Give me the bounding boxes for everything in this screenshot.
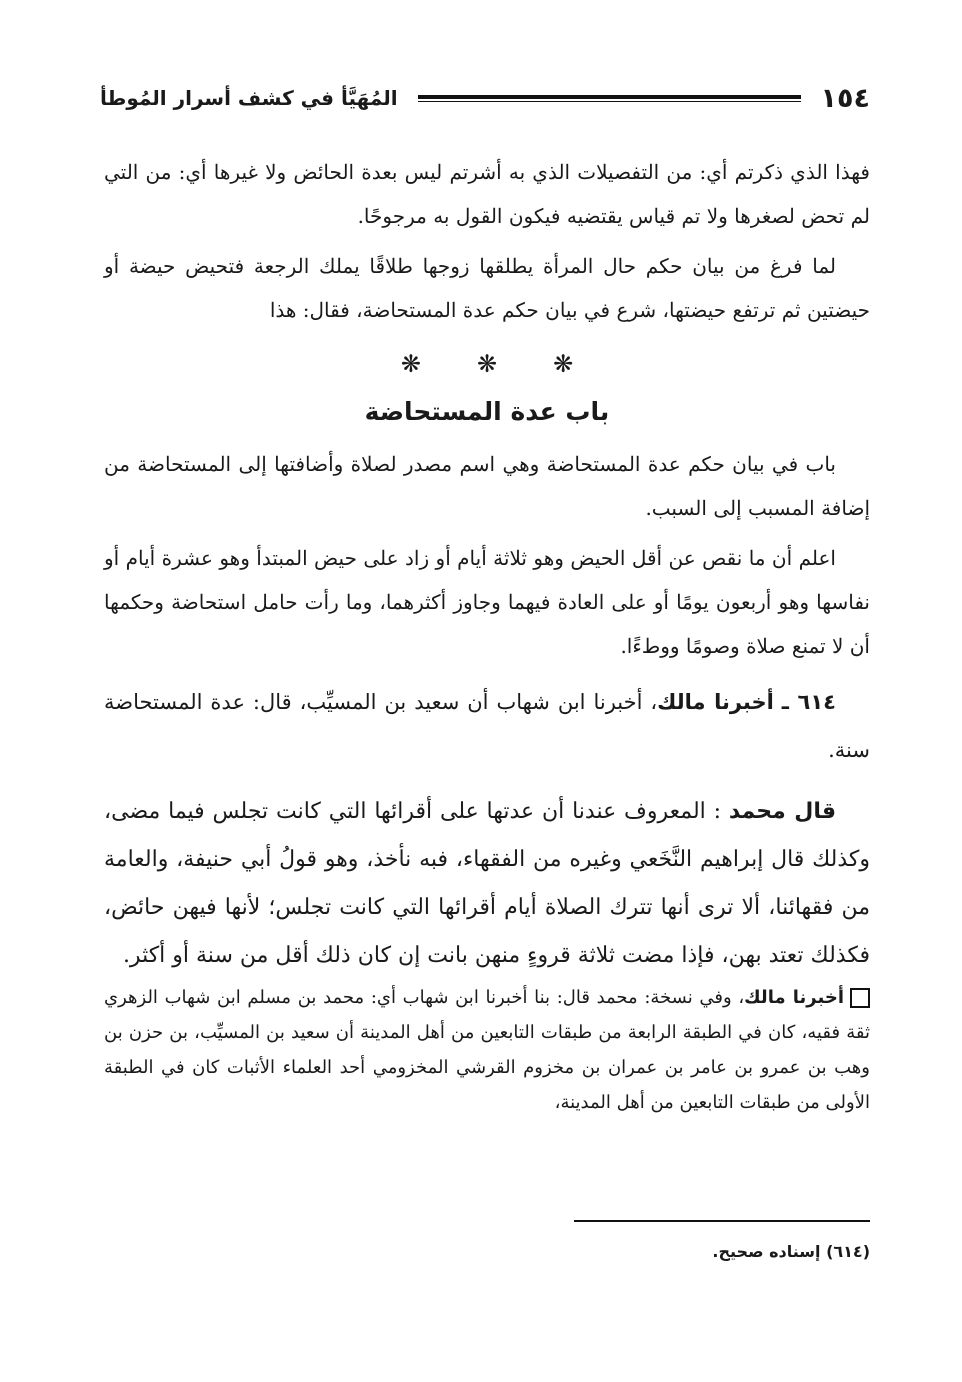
commentary-text: : المعروف عندنا أن عدتها على أقرائها التي كانت تجلس فيما مضى، وكذلك قال إبراهيم النَّخَعي وغيره من الفقهاء، فبه نأخذ، وهو قولُ أبي حنيفة، والعامة من فقهائنا، ألا ترى أنها تترك الصلاة أيام أقرائها التي كانت تجلس؛ لأنها فيهن حائض، فكذلك تعتد بهن، فإذا مضت ثلاثة قروءٍ منهن بانت إن كان ذلك أقل من سنة أو أكثر. (104, 799, 870, 968)
hadith-number: ٦١٤ ـ (781, 690, 836, 714)
footnote: (٦١٤) إسناده صحيح. (712, 1242, 870, 1261)
square-marker-icon (850, 988, 870, 1008)
paragraph-transition: لما فرغ من بيان حكم حال المرأة يطلقها زوجها طلاقًا يملك الرجعة فتحيض حيضة أو حيضتين ثم ترتفع حيضتها، شرع في بيان حكم عدة المستحاضة، فقال: هذا (104, 254, 870, 322)
running-header (100, 78, 870, 118)
chapter-ruling: اعلم أن ما نقص عن أقل الحيض وهو ثلاثة أيام أو زاد على حيض المبتدأ وهو عشرة أيام أو نفاسها وهو أربعون يومًا أو على العادة فيهما وجاوز أكثرهما، وما رأت حامل استحاضة وحكمها أن لا تمنع صلاة وصومًا ووطءًا. (104, 546, 870, 658)
paragraph-continuation: فهذا الذي ذكرتم أي: من التفصيلات الذي به أشرتم ليس بعدة الحائض ولا غيرها أي: من التي لم تحض لصغرها ولا تم قياس يقتضيه فيكون القول به مرجوحًا. (104, 160, 870, 228)
chapter-intro: باب في بيان حكم عدة المستحاضة وهي اسم مصدر لصلاة وأضافتها إلى المستحاضة من إضافة المسبب إلى السبب. (104, 452, 870, 520)
page-body (104, 150, 870, 1120)
hadith-text: ، أخبرنا ابن شهاب أن سعيد بن المسيِّب، قال: عدة المستحاضة سنة. (104, 690, 870, 762)
page-number: ١٥٤ (820, 82, 870, 114)
explanation-text: ، وفي نسخة: محمد قال: بنا أخبرنا ابن شهاب أي: محمد بن مسلم ابن شهاب الزهري ثقة فقيه، كان في الطبقة الرابعة من طبقات التابعين من أهل المدينة أن سعيد بن المسيِّب، بن حزن بن وهب بن عمرو بن عامر بن عمران بن مخزوم القرشي المخزومي أحد العلماء الأثبات كان في الطبقة الأولى من طبقات التابعين من أهل المدينة، (104, 987, 870, 1113)
hadith-lead: أخبرنا مالك (657, 690, 774, 714)
section-separator (104, 350, 870, 378)
star-ornament-icon: ❋ (553, 350, 574, 378)
star-ornament-icon: ❋ (476, 350, 498, 378)
commentary-paragraph (104, 788, 870, 980)
book-title: المُهَيَّأ في كشف أسرار المُوطأ (100, 86, 398, 110)
chapter-heading: باب عدة المستحاضة (364, 397, 610, 426)
footnote-rule (574, 1220, 870, 1222)
star-ornament-icon: ❋ (400, 350, 421, 378)
commentary-lead: قال محمد (728, 799, 837, 824)
header-rule (418, 95, 801, 102)
hadith-entry (104, 678, 870, 774)
explanation-lead: أخبرنا مالك (744, 987, 844, 1008)
explanation-paragraph (104, 980, 870, 1120)
